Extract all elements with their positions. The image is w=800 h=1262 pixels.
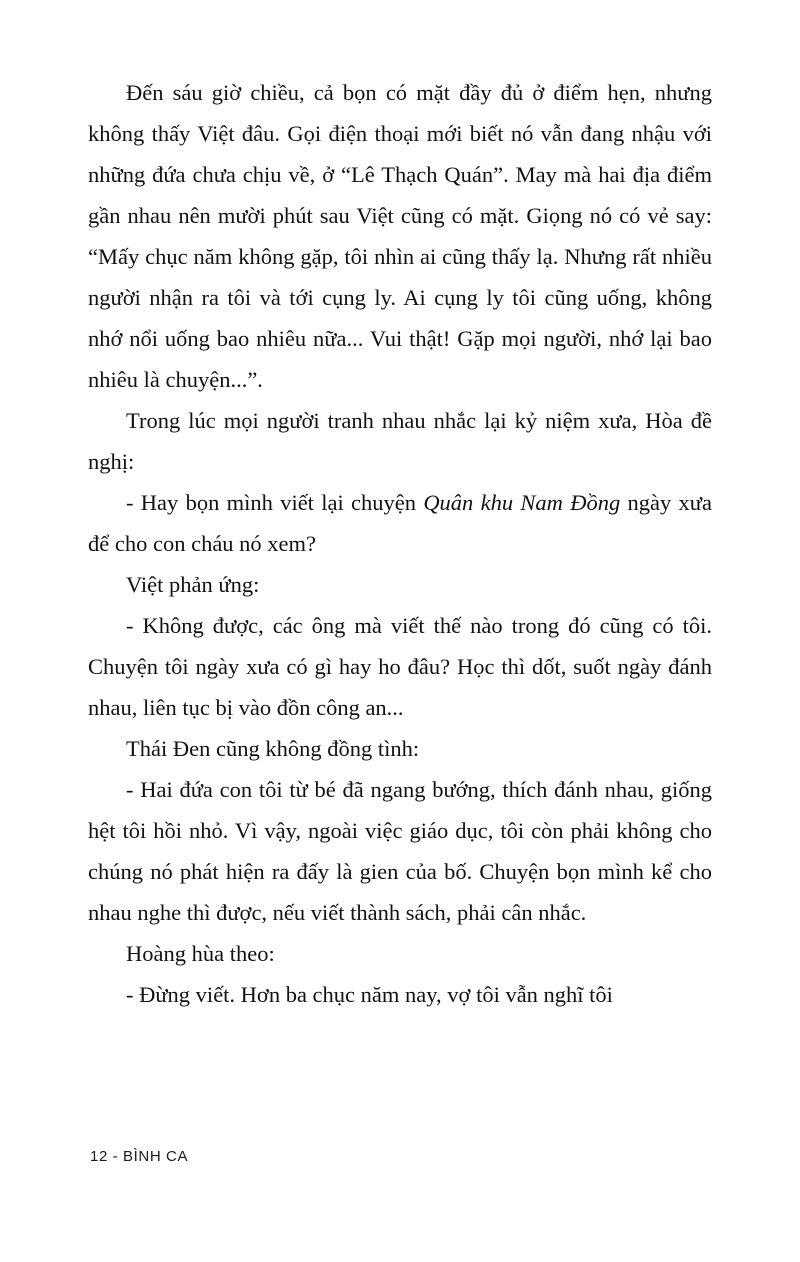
text-run: - Không được, các ông mà viết thế nào trong đó cũng có tôi. Chuyện tôi ngày xưa có gì hay ho đâu? Học thì dốt, suốt ngày đánh nhau, liên tục bị vào đồn công an...: [88, 613, 712, 720]
body-text: [88, 72, 712, 1015]
paragraph: [88, 72, 712, 400]
text-run: Việt phản ứng:: [126, 572, 260, 597]
paragraph: [88, 728, 712, 769]
text-run: Thái Đen cũng không đồng tình:: [126, 736, 420, 761]
text-run: ngày xưa để cho con cháu nó xem?: [88, 490, 712, 556]
page-footer: 12 - BÌNH CA: [90, 1148, 189, 1165]
paragraph: [88, 482, 712, 564]
text-run: - Đừng viết. Hơn ba chục năm nay, vợ tôi vẫn nghĩ tôi: [126, 982, 613, 1007]
paragraph: [88, 564, 712, 605]
text-run: Trong lúc mọi người tranh nhau nhắc lại kỷ niệm xưa, Hòa đề nghị:: [88, 408, 712, 474]
paragraph: [88, 400, 712, 482]
paragraph: [88, 605, 712, 728]
italic-title-run: Quân khu Nam Đồng: [423, 490, 621, 515]
text-run: Hoàng hùa theo:: [126, 941, 275, 966]
text-run: - Hay bọn mình viết lại chuyện: [126, 490, 424, 515]
paragraph: [88, 974, 712, 1015]
paragraph: [88, 933, 712, 974]
text-run: Đến sáu giờ chiều, cả bọn có mặt đầy đủ ở điểm hẹn, nhưng không thấy Việt đâu. Gọi điện thoại mới biết nó vẫn đang nhậu với những đứa chưa chịu về, ở “Lê Thạch Quán”. May mà hai địa điểm gần nhau nên mười phút sau Việt cũng có mặt. Giọng nó có vẻ say: “Mấy chục năm không gặp, tôi nhìn ai cũng thấy lạ. Nhưng rất nhiều người nhận ra tôi và tới cụng ly. Ai cụng ly tôi cũng uống, không nhớ nổi uống bao nhiêu nữa... Vui thật! Gặp mọi người, nhớ lại bao nhiêu là chuyện...”.: [88, 80, 712, 392]
text-run: - Hai đứa con tôi từ bé đã ngang bướng, thích đánh nhau, giống hệt tôi hồi nhỏ. Vì vậy, ngoài việc giáo dục, tôi còn phải không cho chúng nó phát hiện ra đấy là gien của bố. Chuyện bọn mình kể cho nhau nghe thì được, nếu viết thành sách, phải cân nhắc.: [88, 777, 712, 925]
paragraph: [88, 769, 712, 933]
